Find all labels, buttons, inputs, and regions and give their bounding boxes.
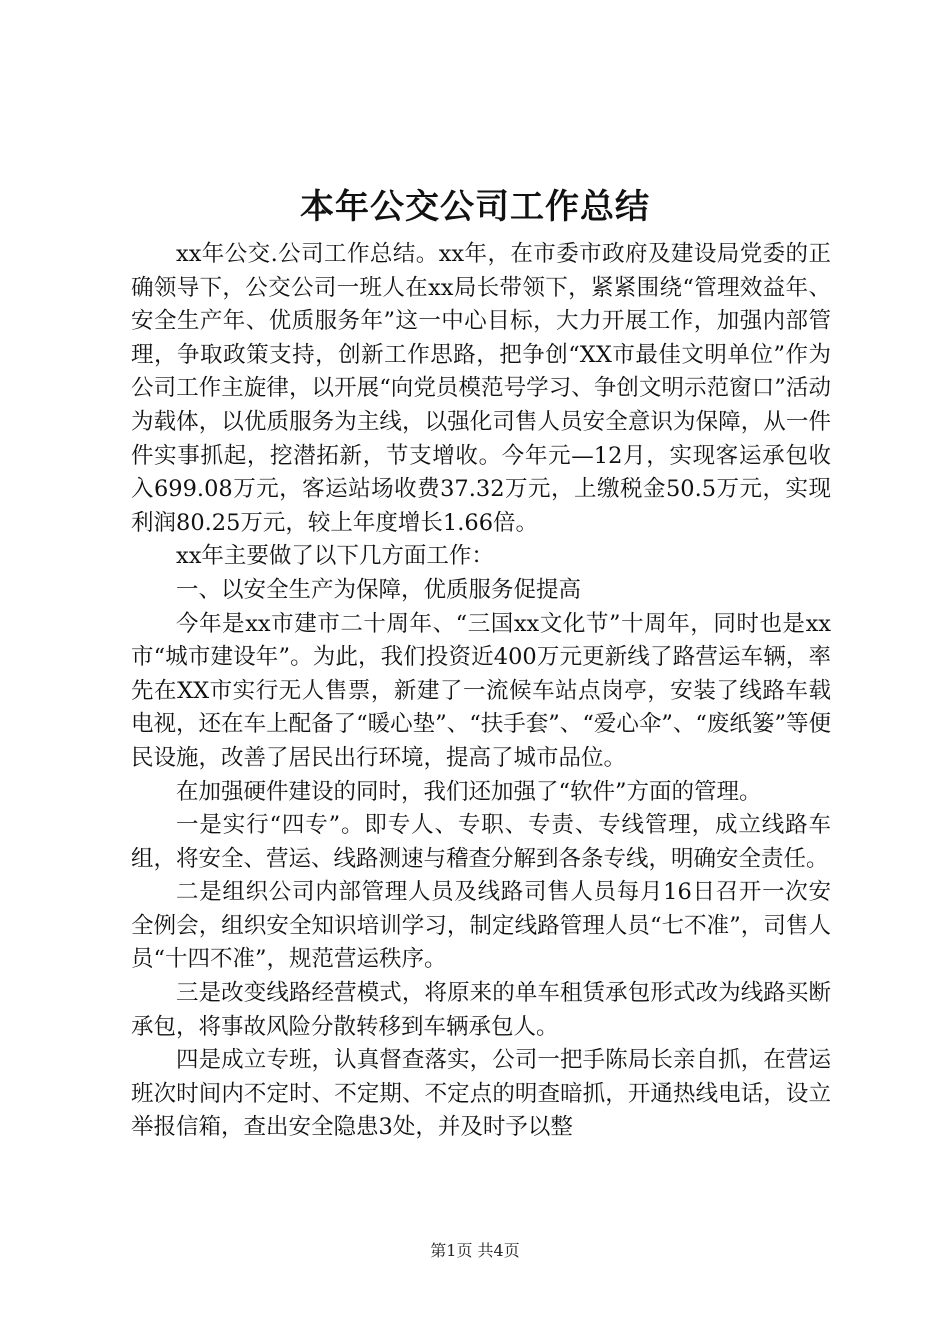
- document-body: [131, 238, 831, 1145]
- paragraph-hardware: 今年是xx市建市二十周年、“三国xx文化节”十周年，同时也是xx市“城市建设年”。为此，我们投资近400万元更新线了路营运车辆，率先在XX市实行无人售票，新建了一流候车站点岗亭，安装了线路车载电视，还在车上配备了“暖心垫”、“扶手套”、“爱心伞”、“废纸篓”等便民设施，改善了居民出行环境，提高了城市品位。: [131, 610, 831, 771]
- paragraph-item-4: 四是成立专班，认真督查落实，公司一把手陈局长亲自抓，在营运班次时间内不定时、不定期、不定点的明查暗抓，开通热线电话，设立举报信箱，查出安全隐患3处，并及时予以整: [131, 1047, 831, 1141]
- paragraph-item-3: 三是改变线路经营模式，将原来的单车租赁承包形式改为线路买断承包，将事故风险分散转移到车辆承包人。: [131, 980, 831, 1040]
- section-heading-1: 一、以安全生产为保障，优质服务促提高: [176, 576, 582, 603]
- document-title: 本年公交公司工作总结: [300, 187, 650, 227]
- paragraph-item-1: 一是实行“四专”。即专人、专职、专责、专线管理，成立线路车组，将安全、营运、线路测速与稽查分解到各条专线，明确安全责任。: [131, 812, 831, 872]
- paragraph-software: 在加强硬件建设的同时，我们还加强了“软件”方面的管理。: [176, 778, 762, 805]
- paragraph-item-2: 二是组织公司内部管理人员及线路司售人员每月16日召开一次安全例会，组织安全知识培训学习，制定线路管理人员“七不准”，司售人员“十四不准”，规范营运秩序。: [131, 879, 831, 973]
- paragraph-work-overview: xx年主要做了以下几方面工作：: [176, 543, 494, 570]
- paragraph-intro: xx年公交.公司工作总结。xx年，在市委市政府及建设局党委的正确领导下，公交公司一班人在xx局长带领下，紧紧围绕“管理效益年、安全生产年、优质服务年”这一中心目标，大力开展工作，加强内部管理，争取政策支持，创新工作思路，把争创“XX市最佳文明单位”作为公司工作主旋律，以开展“向党员模范号学习、争创文明示范窗口”活动为载体，以优质服务为主线，以强化司售人员安全意识为保障，从一件件实事抓起，挖潜拓新，节支增收。今年元—12月，实现客运承包收入699.08万元，客运站场收费37.32万元，上缴税金50.5万元，实现利润80.25万元，较上年度增长1.66倍。: [131, 241, 831, 536]
- page-number-footer: 第1页 共4页: [430, 1241, 520, 1260]
